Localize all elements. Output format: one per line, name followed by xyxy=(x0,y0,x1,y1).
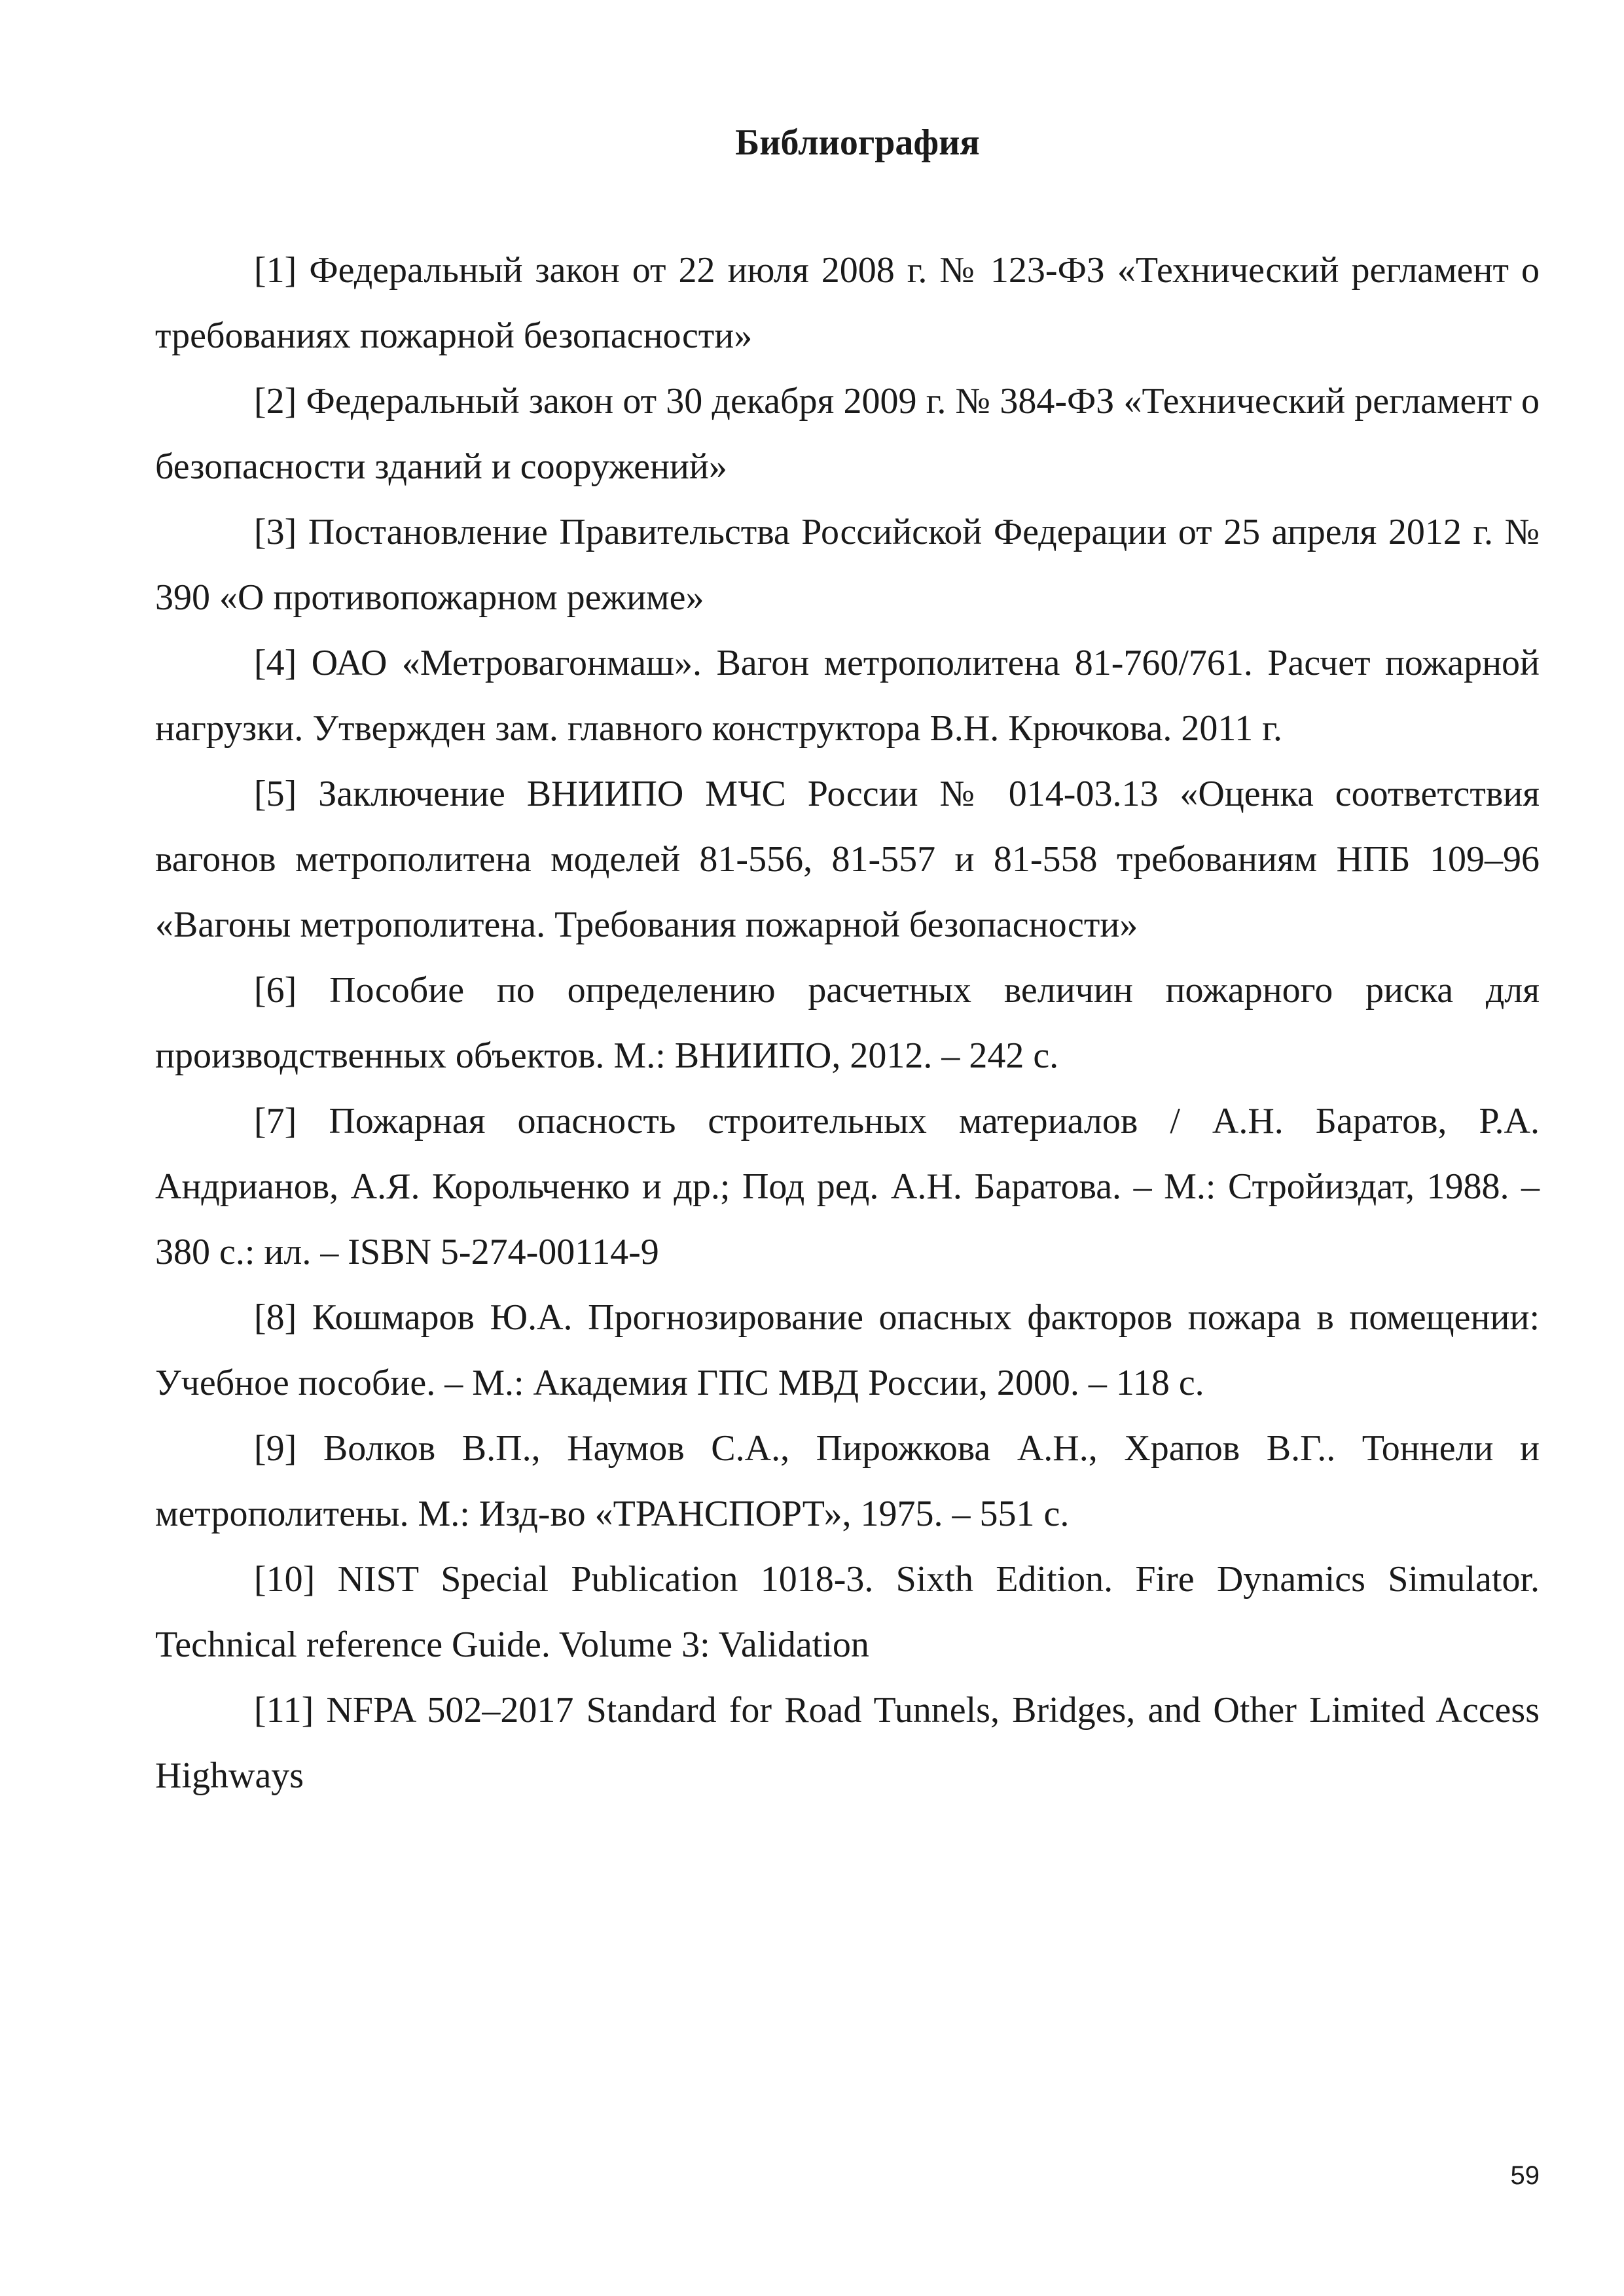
reference-text: Постановление Правительства Российской Федерации от 25 апреля 2012 г. № 390 «О противопожарном режиме» xyxy=(155,512,1540,618)
bibliography-list xyxy=(155,238,1540,1808)
reference-item-9 xyxy=(155,1416,1540,1547)
reference-item-6 xyxy=(155,958,1540,1088)
reference-text: Федеральный закон от 30 декабря 2009 г. № 384-ФЗ «Технический регламент о безопасности зданий и сооружений» xyxy=(155,381,1540,487)
reference-item-3 xyxy=(155,499,1540,630)
reference-text: NIST Special Publication 1018-3. Sixth Edition. Fire Dynamics Simulator. Technical reference Guide. Volume 3: Validation xyxy=(155,1559,1540,1665)
reference-number: [10] xyxy=(254,1559,316,1600)
reference-text: Заключение ВНИИПО МЧС России № 014-03.13 «Оценка соответствия вагонов метрополитена моделей 81-556, 81-557 и 81-558 требованиям НПБ 109–96 «Вагоны метрополитена. Требования пожарной безопасности» xyxy=(155,774,1540,945)
reference-text: Волков В.П., Наумов С.А., Пирожкова А.Н., Храпов В.Г.. Тоннели и метрополитены. М.: Изд-во «ТРАНСПОРТ», 1975. – 551 с. xyxy=(155,1428,1540,1534)
reference-text: ОАО «Метровагонмаш». Вагон метрополитена 81-760/761. Расчет пожарной нагрузки. Утвержден зам. главного конструктора В.Н. Крючкова. 2011 г. xyxy=(155,643,1540,749)
page-title: Библиография xyxy=(735,122,980,163)
reference-item-11 xyxy=(155,1677,1540,1808)
reference-number: [2] xyxy=(254,381,297,422)
reference-item-1 xyxy=(155,238,1540,368)
reference-text: Пожарная опасность строительных материалов / А.Н. Баратов, Р.А. Андрианов, А.Я. Корольченко и др.; Под ред. А.Н. Баратова. – М.: Стройиздат, 1988. – 380 с.: ил. – ISBN 5-274-00114-9 xyxy=(155,1101,1540,1272)
reference-text: Кошмаров Ю.А. Прогнозирование опасных факторов пожара в помещении: Учебное пособие. – М.: Академия ГПС МВД России, 2000. – 118 с. xyxy=(155,1297,1540,1403)
reference-item-4 xyxy=(155,630,1540,761)
reference-number: [1] xyxy=(254,250,297,291)
reference-item-7 xyxy=(155,1088,1540,1285)
reference-text: Федеральный закон от 22 июля 2008 г. № 123-ФЗ «Технический регламент о требованиях пожарной безопасности» xyxy=(155,250,1540,356)
reference-text: Пособие по определению расчетных величин пожарного риска для производственных объектов. М.: ВНИИПО, 2012. – 242 с. xyxy=(155,970,1540,1076)
reference-number: [6] xyxy=(254,970,297,1011)
reference-number: [9] xyxy=(254,1428,297,1469)
reference-text: NFPA 502–2017 Standard for Road Tunnels, Bridges, and Other Limited Access Highways xyxy=(155,1690,1540,1796)
reference-item-10 xyxy=(155,1547,1540,1677)
reference-number: [5] xyxy=(254,774,297,814)
reference-number: [3] xyxy=(254,512,297,552)
reference-number: [4] xyxy=(254,643,297,683)
reference-number: [7] xyxy=(254,1101,297,1141)
page-number: 59 xyxy=(1510,2161,1540,2190)
reference-number: [11] xyxy=(254,1690,314,1731)
reference-number: [8] xyxy=(254,1297,297,1338)
reference-item-8 xyxy=(155,1285,1540,1416)
reference-item-2 xyxy=(155,368,1540,499)
reference-item-5 xyxy=(155,761,1540,958)
